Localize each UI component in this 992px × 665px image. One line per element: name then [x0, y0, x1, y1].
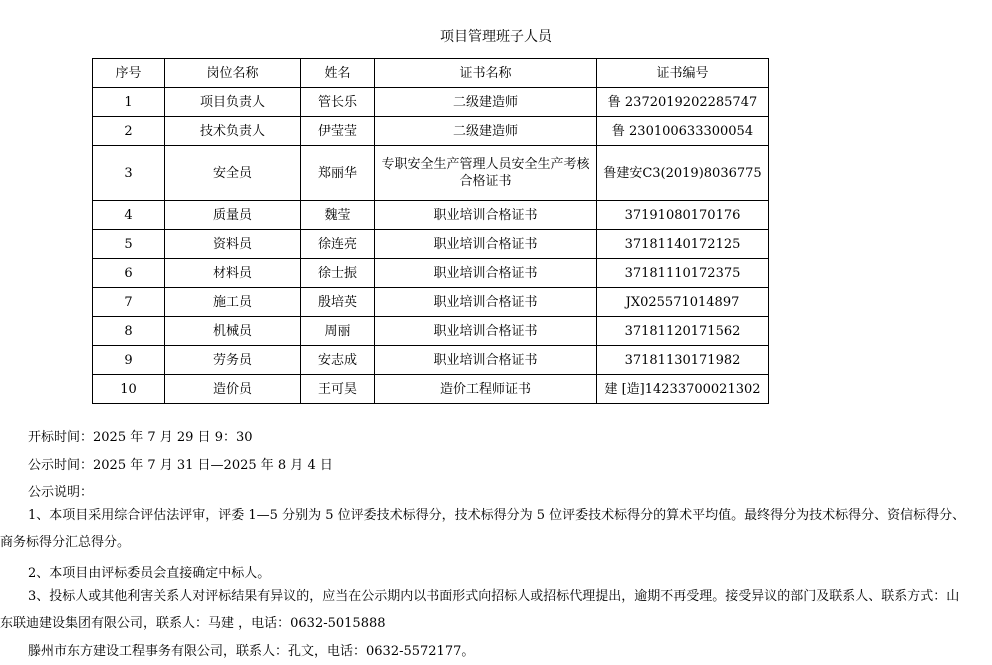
table-row [93, 88, 769, 117]
cell-index: 7 [93, 288, 165, 317]
cell-position: 施工员 [165, 288, 301, 317]
note-1: 1、本项目采用综合评估法评审，评委 1—5 分别为 5 位评委技术标得分，技术标得分为 5 位评委技术标得分的算术平均值。最终得分为技术标得分、资信标得分、商务标得分汇总得分。 [0, 508, 966, 550]
cell-cert-name: 职业培训合格证书 [375, 288, 597, 317]
note-2: 2、本项目由评标委员会直接确定中标人。 [28, 566, 271, 581]
cell-cert-name: 职业培训合格证书 [375, 201, 597, 230]
note-4: 滕州市东方建设工程事务有限公司，联系人：孔文，电话：0632-5572177。 [28, 644, 475, 659]
cell-cert-name: 职业培训合格证书 [375, 230, 597, 259]
cell-index: 4 [93, 201, 165, 230]
cell-position: 资料员 [165, 230, 301, 259]
cell-name: 徐士振 [301, 259, 375, 288]
cell-cert-number: 37181110172375 [597, 259, 769, 288]
cell-cert-number: JX025571014897 [597, 288, 769, 317]
cell-cert-number: 鲁建安C3(2019)8036775 [597, 146, 769, 201]
cell-cert-number: 37181130171982 [597, 346, 769, 375]
table-row [93, 259, 769, 288]
cell-position: 安全员 [165, 146, 301, 201]
cell-position: 材料员 [165, 259, 301, 288]
cell-name: 管长乐 [301, 88, 375, 117]
cell-position: 劳务员 [165, 346, 301, 375]
cell-cert-number: 鲁 2372019202285747 [597, 88, 769, 117]
cell-index: 3 [93, 146, 165, 201]
table-row [93, 375, 769, 404]
table-row [93, 146, 769, 201]
header-cert-number: 证书编号 [597, 59, 769, 88]
cell-cert-number: 37191080170176 [597, 201, 769, 230]
header-index: 序号 [93, 59, 165, 88]
cell-name: 郑丽华 [301, 146, 375, 201]
cell-position: 机械员 [165, 317, 301, 346]
table-row [93, 230, 769, 259]
cell-index: 10 [93, 375, 165, 404]
cell-cert-name: 职业培训合格证书 [375, 259, 597, 288]
cell-name: 周丽 [301, 317, 375, 346]
notes-title: 公示说明： [28, 485, 94, 500]
cell-name: 徐连亮 [301, 230, 375, 259]
cell-index: 9 [93, 346, 165, 375]
cell-name: 王可昊 [301, 375, 375, 404]
table-row [93, 317, 769, 346]
cell-name: 安志成 [301, 346, 375, 375]
cell-name: 魏莹 [301, 201, 375, 230]
cell-cert-name: 二级建造师 [375, 117, 597, 146]
cell-cert-number: 建 [造]14233700021302 [597, 375, 769, 404]
cell-position: 造价员 [165, 375, 301, 404]
table-header-row [93, 59, 769, 88]
bid-open-time: 开标时间：2025 年 7 月 29 日 9：30 [28, 430, 253, 445]
cell-cert-number: 37181140172125 [597, 230, 769, 259]
public-period: 公示时间：2025 年 7 月 31 日—2025 年 8 月 4 日 [28, 458, 333, 473]
cell-position: 技术负责人 [165, 117, 301, 146]
cell-cert-name: 二级建造师 [375, 88, 597, 117]
cell-position: 质量员 [165, 201, 301, 230]
cell-index: 8 [93, 317, 165, 346]
table-row [93, 346, 769, 375]
table-row [93, 117, 769, 146]
cell-cert-number: 37181120171562 [597, 317, 769, 346]
note-3: 3、投标人或其他利害关系人对评标结果有异议的，应当在公示期内以书面形式向招标人或招标代理提出，逾期不再受理。接受异议的部门及联系人、联系方式：山东联迪建设集团有限公司，联系人：马建 ，电话：0632-5015888 [0, 589, 960, 631]
cell-cert-number: 鲁 230100633300054 [597, 117, 769, 146]
cell-index: 6 [93, 259, 165, 288]
cell-name: 殷培英 [301, 288, 375, 317]
cell-cert-name: 职业培训合格证书 [375, 317, 597, 346]
personnel-table [92, 58, 769, 404]
cell-index: 5 [93, 230, 165, 259]
header-position: 岗位名称 [165, 59, 301, 88]
cell-cert-name: 专职安全生产管理人员安全生产考核合格证书 [375, 146, 597, 201]
page-title: 项目管理班子人员 [440, 29, 552, 45]
cell-index: 2 [93, 117, 165, 146]
cell-name: 伊莹莹 [301, 117, 375, 146]
table-row [93, 201, 769, 230]
header-cert-name: 证书名称 [375, 59, 597, 88]
cell-cert-name: 造价工程师证书 [375, 375, 597, 404]
header-name: 姓名 [301, 59, 375, 88]
cell-cert-name: 职业培训合格证书 [375, 346, 597, 375]
cell-index: 1 [93, 88, 165, 117]
table-row [93, 288, 769, 317]
cell-position: 项目负责人 [165, 88, 301, 117]
